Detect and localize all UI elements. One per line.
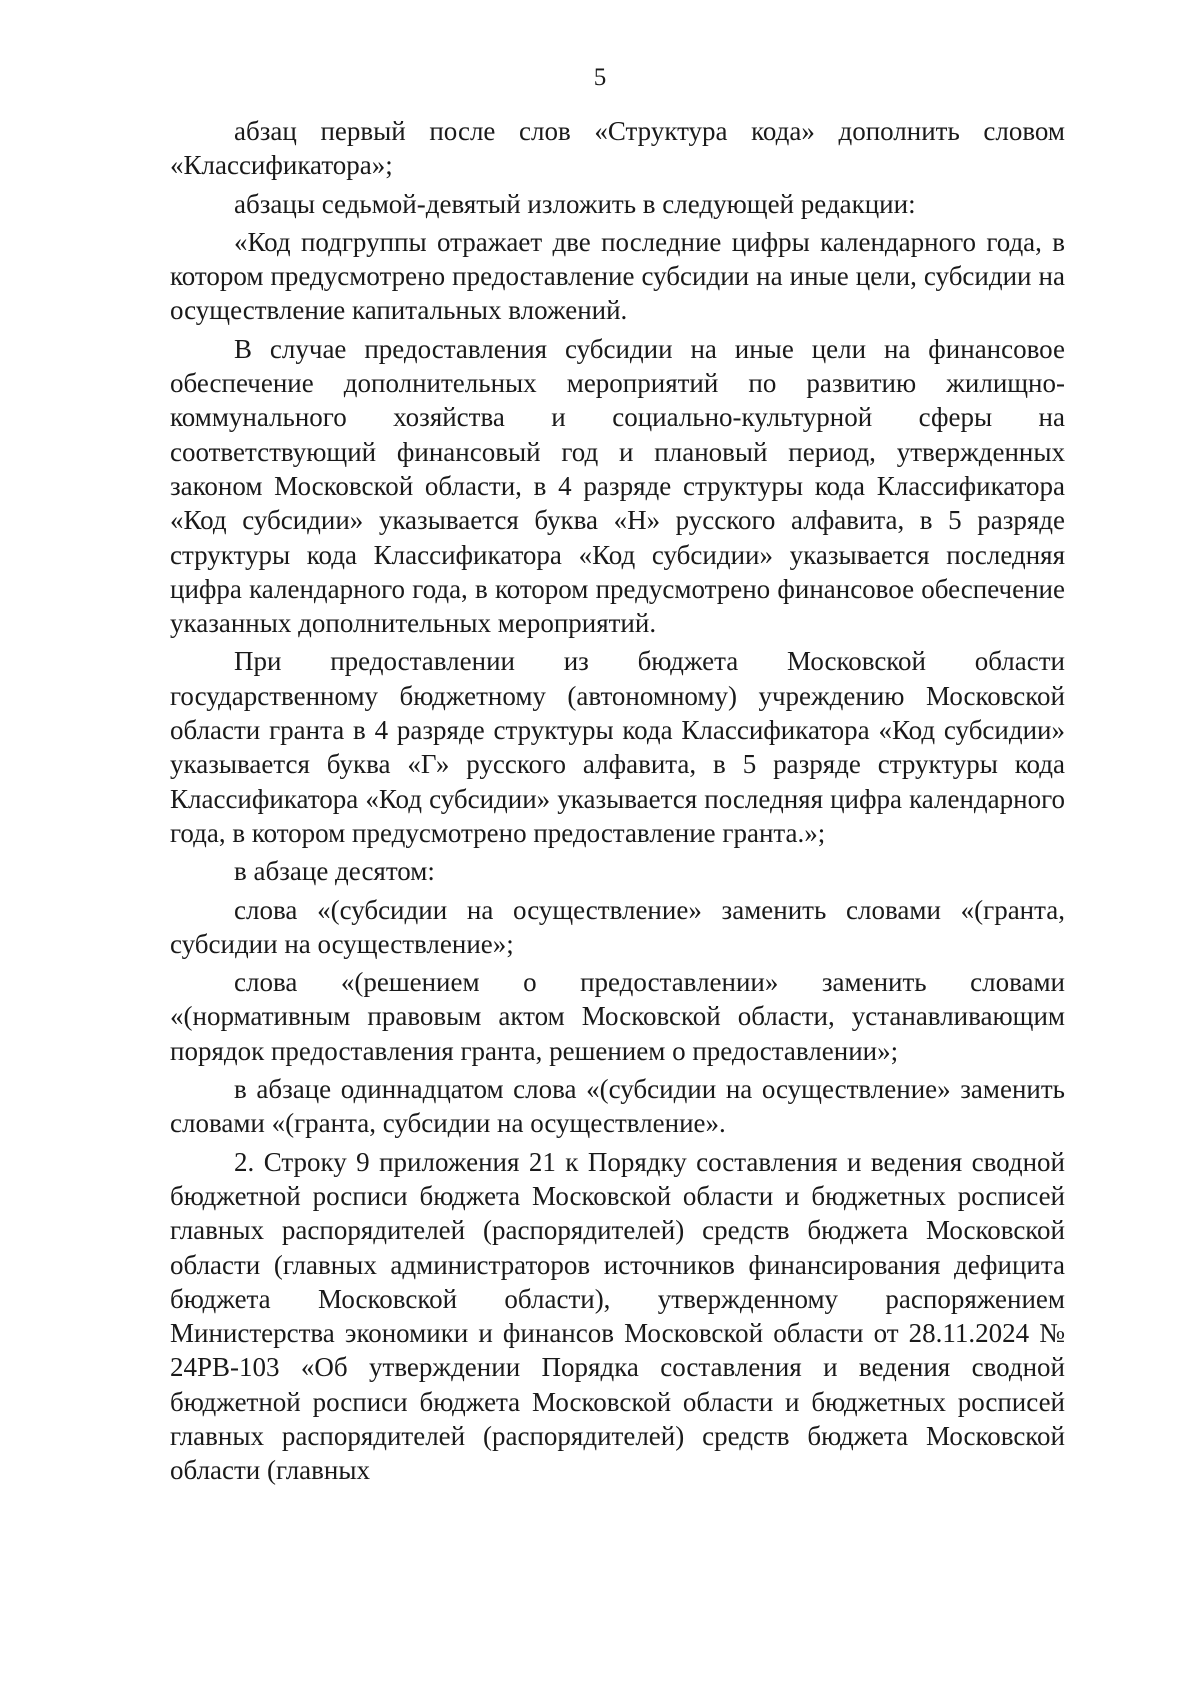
paragraph-8: слова «(решением о предоставлении» заменить словами «(нормативным правовым актом Московской области, устанавливающим порядок предоставления гранта, решением о предоставлении»; (170, 967, 1065, 1066)
paragraph-10: 2. Строку 9 приложения 21 к Порядку составления и ведения сводной бюджетной росписи бюджета Московской области и бюджетных росписей главных распорядителей (распорядителей) средств бюджета Московской области (главных администраторов источников финансирования дефицита бюджета Московской области), утвержденному распоряжением Министерства экономики и финансов Московской области от 28.11.2024 № 24РВ-103 «Об утверждении Порядка составления и ведения сводной бюджетной росписи бюджета Московской области и бюджетных росписей главных распорядителей (распорядителей) средств бюджета Московской области (главных (170, 1146, 1065, 1486)
paragraph-2: абзацы седьмой-девятый изложить в следующей редакции: (234, 188, 916, 219)
paragraph-1: абзац первый после слов «Структура кода» дополнить словом «Классификатора»; (170, 116, 1065, 181)
paragraph-3: «Код подгруппы отражает две последние цифры календарного года, в котором предусмотрено предоставление субсидии на иные цели, субсидии на осуществление капитальных вложений. (170, 226, 1065, 326)
paragraph-4: В случае предоставления субсидии на иные цели на финансовое обеспечение дополнительных мероприятий по развитию жилищно-коммунального хозяйства и социально-культурной сферы на соответствующий финансовый год и плановый период, утвержденных законом Московской области, в 4 разряде структуры кода Классификатора «Код субсидии» указывается буква «Н» русского алфавита, в 5 разряде структуры кода Классификатора «Код субсидии» указывается последняя цифра календарного года, в котором предусмотрено финансовое обеспечение указанных дополнительных мероприятий. (170, 333, 1065, 639)
paragraph-7: слова «(субсидии на осуществление» заменить словами «(гранта, субсидии на осуществление»; (170, 894, 1065, 959)
paragraph-6: в абзаце десятом: (234, 856, 435, 887)
paragraph-5: При предоставлении из бюджета Московской области государственному бюджетному (автономному) учреждению Московской области гранта в 4 разряде структуры кода Классификатора «Код субсидии» указывается буква «Г» русского алфавита, в 5 разряде структуры кода Классификатора «Код субсидии» указывается последняя цифра календарного года, в котором предусмотрено предоставление гранта.»; (170, 646, 1065, 848)
page-number: 5 (593, 64, 607, 91)
paragraph-9: в абзаце одиннадцатом слова «(субсидии на осуществление» заменить словами «(гранта, субсидии на осуществление». (170, 1074, 1065, 1139)
document-body (170, 114, 1065, 1492)
